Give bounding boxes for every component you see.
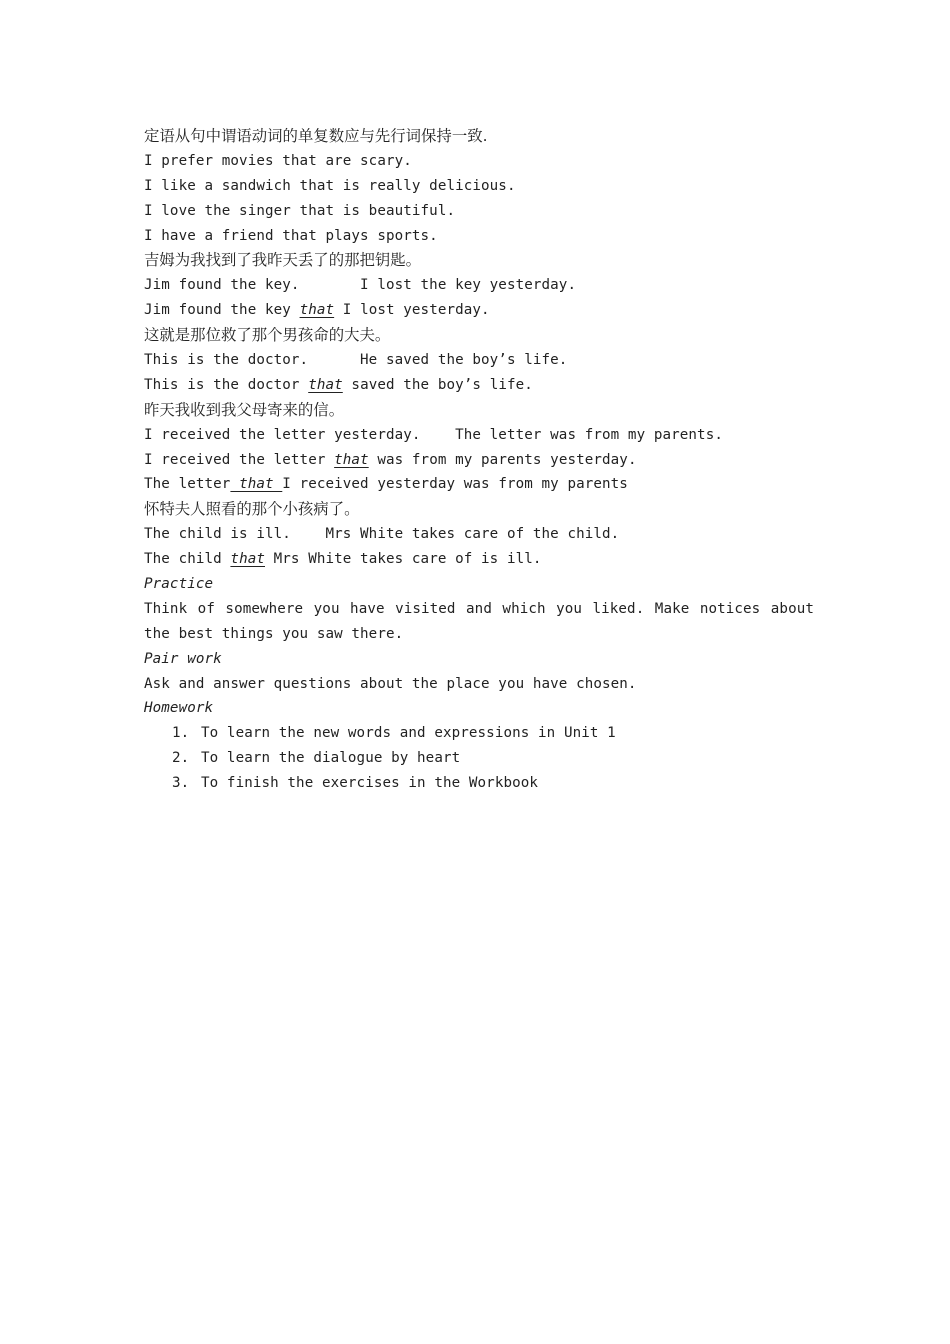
sentence-part: Jim found the key <box>144 302 300 319</box>
word: and <box>466 600 492 617</box>
section-heading-practice: Practice <box>144 576 214 593</box>
practice-instruction-cont: the best things you saw there. <box>144 625 404 642</box>
example-sentence: I like a sandwich that is really delicious. <box>144 177 516 194</box>
sentence-part: I lost yesterday. <box>334 302 490 319</box>
item-number: 2. <box>172 750 190 767</box>
relative-pronoun: that <box>230 476 283 493</box>
relative-pronoun: that <box>230 551 265 568</box>
word: visited <box>395 600 456 617</box>
sentence-part: was from my parents yesterday. <box>368 451 637 468</box>
word: Think <box>144 600 188 617</box>
sentence-part: The child <box>144 551 231 568</box>
combined-sentence <box>144 373 814 398</box>
lesson-content <box>144 124 814 796</box>
chinese-sentence: 吉姆为我找到了我昨天丢了的那把钥匙。 <box>144 251 422 270</box>
item-number: 3. <box>172 775 190 792</box>
chinese-sentence: 怀特夫人照看的那个小孩病了。 <box>144 500 360 519</box>
item-text: To learn the dialogue by heart <box>201 750 461 767</box>
combined-sentence <box>144 298 814 323</box>
homework-item <box>144 771 814 796</box>
practice-instruction <box>144 597 814 622</box>
example-sentence: I prefer movies that are scary. <box>144 152 412 169</box>
example-sentence: I have a friend that plays sports. <box>144 227 438 244</box>
item-text: To learn the new words and expressions in Unit 1 <box>201 725 616 742</box>
combined-sentence <box>144 472 814 497</box>
sentence-part: The letter <box>144 476 231 493</box>
sentence-part: This is the doctor <box>144 376 309 393</box>
example-sentence-pair: This is the doctor. He saved the boy’s life. <box>144 352 568 369</box>
word: somewhere <box>225 600 304 617</box>
relative-pronoun: that <box>308 376 343 393</box>
word: you <box>556 600 583 617</box>
relative-pronoun: that <box>299 302 335 319</box>
grammar-note: 定语从句中谓语动词的单复数应与先行词保持一致. <box>144 127 488 145</box>
sentence-part: I received yesterday was from my parents <box>282 476 628 493</box>
sentence-part: Mrs White takes care of is ill. <box>265 551 542 568</box>
word: liked. <box>592 600 645 617</box>
section-heading-homework: Homework <box>144 700 214 717</box>
word: Make <box>654 600 690 617</box>
chinese-sentence: 昨天我收到我父母寄来的信。 <box>144 400 345 419</box>
sentence-part: saved the boy’s life. <box>342 376 533 393</box>
item-number: 1. <box>172 725 190 742</box>
combined-sentence <box>144 448 814 473</box>
homework-item <box>144 721 814 746</box>
example-sentence-pair: I received the letter yesterday. The letter was from my parents. <box>144 426 723 443</box>
word: notices <box>699 600 761 617</box>
sentence-part: I received the letter <box>144 451 335 468</box>
chinese-sentence: 这就是那位救了那个男孩命的大夫。 <box>144 326 391 345</box>
example-sentence-pair: The child is ill. Mrs White takes care of the child. <box>144 526 620 543</box>
homework-item <box>144 746 814 771</box>
example-sentence: I love the singer that is beautiful. <box>144 202 456 219</box>
combined-sentence <box>144 547 814 572</box>
word: about <box>770 600 814 617</box>
pair-work-instruction: Ask and answer questions about the place you have chosen. <box>144 675 637 692</box>
example-sentence-pair: Jim found the key. I lost the key yesterday. <box>144 277 577 294</box>
word: which <box>502 600 546 617</box>
item-text: To finish the exercises in the Workbook <box>201 775 539 792</box>
word: of <box>197 600 215 617</box>
section-heading-pair-work: Pair work <box>144 650 222 667</box>
word: you <box>313 600 340 617</box>
word: have <box>350 600 385 617</box>
relative-pronoun: that <box>334 451 369 468</box>
